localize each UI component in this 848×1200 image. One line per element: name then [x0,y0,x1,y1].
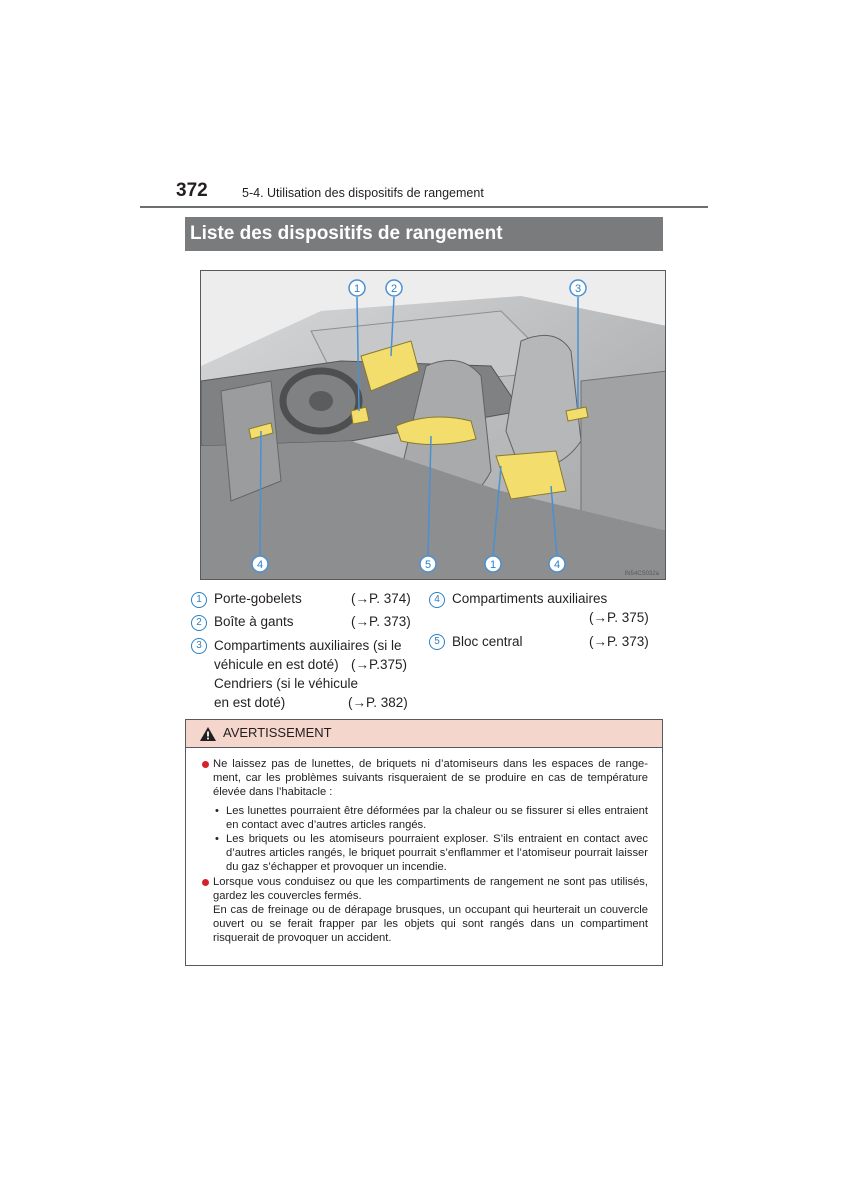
legend-label-3d: en est doté) [214,695,286,710]
red-bullet-icon [202,879,209,886]
page-number: 372 [176,180,208,201]
legend-label-2: Boîte à gants [214,614,294,629]
svg-text:2: 2 [390,283,398,295]
legend-ref-3b: (→P. 382) [348,695,408,710]
warning-box [185,719,663,966]
section-title: 5-4. Utilisation des dispositifs de rangement [242,186,484,200]
svg-text:4: 4 [256,559,264,571]
svg-text:5: 5 [424,559,432,571]
svg-text:1: 1 [353,283,361,295]
legend-ref-5: (→P. 373) [589,634,649,649]
svg-text:1: 1 [489,559,497,571]
page-title: Liste des dispositifs de rangement [185,217,663,251]
sub-bullet: • [215,833,219,846]
legend-ref-3: (→P.375) [351,657,408,672]
warning-subitem-1: • Les lunettes pourraient être déformées par la chaleur ou se fissurer si elles entraient en contact avec d’autres articles rangés. [215,804,648,831]
illustration-code: IN54CS032a [624,571,659,577]
legend-num-5: 5 [429,634,445,650]
legend-label-3b: véhicule en est doté) [214,657,339,672]
legend-ref-4: (→P. 375) [589,610,649,625]
red-bullet-icon [202,761,209,768]
legend-label-4: Compartiments auxiliaires [452,591,608,606]
warning-paragraph-3: En cas de freinage ou de dérapage brusques, un occupant qui heurterait un couvercle ouvert ou se ferait frapper par les objets qui sont rangés dans un compartiment risquerait de provoquer un accident. [213,904,648,945]
callout-2 [386,280,402,296]
callout-1-top [349,280,365,296]
legend-num-4: 4 [429,592,445,608]
legend-num-1: 1 [191,592,207,608]
warning-body [202,757,648,946]
svg-text:3: 3 [574,283,582,295]
callout-4-left [252,556,268,572]
svg-text:4: 4 [553,559,561,571]
warning-paragraph-2: Lorsque vous conduisez ou que les compartiments de rangement ne sont pas utilisés, gardez les couvercles fermés. [202,875,648,903]
legend-label-3c: Cendriers (si le véhicule [214,676,359,691]
legend-num-3: 3 [191,638,207,654]
callout-4-right [549,556,565,572]
warning-paragraph-1: Ne laissez pas de lunettes, de briquets ni d’atomiseurs dans les espaces de rangement, car les problèmes suivants risqueraient de se produire en cas de température élevée dans l’habitacle : [202,757,648,800]
header-rule [140,206,708,208]
warning-header [186,720,662,748]
callout-1-bottom [485,556,501,572]
legend-label-5: Bloc central [452,634,523,649]
warning-subitem-2: • Les briquets ou les atomiseurs pourraient exploser. S’ils entraient en contact avec d’autres articles rangés, le briquet pourrait s’enflammer et l’atomiseur pourrait laisser du gaz s’échapper et provoquer un incendie. [215,833,648,874]
warning-triangle-icon [199,726,217,742]
legend-label-3a: Compartiments auxiliaires (si le [214,638,402,653]
legend-ref-1: (→P. 374) [351,591,411,606]
callout-5 [420,556,436,572]
legend-ref-2: (→P. 373) [351,614,411,629]
interior-illustration [200,270,666,580]
legend-label-1: Porte-gobelets [214,591,302,606]
sub-bullet: • [215,804,219,817]
warning-title: AVERTISSEMENT [223,725,332,740]
legend-num-2: 2 [191,615,207,631]
callout-3 [570,280,586,296]
